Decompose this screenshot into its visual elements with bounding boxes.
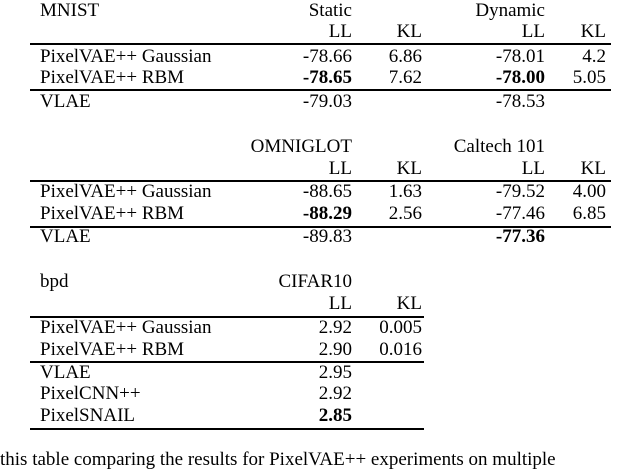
- cell-caltech-ll: -77.36: [495, 226, 545, 247]
- cell-dynamic-kl: 4.2: [582, 46, 606, 67]
- row-label: VLAE: [40, 91, 91, 112]
- row-label: PixelSNAIL: [40, 405, 135, 426]
- cell-omniglot-ll: -89.83: [302, 226, 352, 247]
- cell-dynamic-ll: -78.00: [495, 67, 545, 88]
- row-label: PixelVAE++ RBM: [40, 67, 185, 88]
- cell-cifar-ll: 2.85: [318, 405, 352, 426]
- col-header-kl: KL: [396, 21, 422, 42]
- dataset-label-mnist: MNIST: [40, 0, 100, 21]
- cell-cifar-ll: 2.92: [318, 383, 352, 404]
- group-header-omniglot: OMNIGLOT: [250, 136, 352, 157]
- group-header-caltech: Caltech 101: [453, 136, 545, 157]
- cell-omniglot-kl: 2.56: [388, 203, 422, 224]
- cell-static-kl: 7.62: [388, 67, 422, 88]
- row-label: PixelCNN++: [40, 383, 141, 404]
- table-rule: [30, 428, 424, 430]
- cell-caltech-kl: 6.85: [572, 203, 606, 224]
- group-header-dynamic: Dynamic: [475, 0, 545, 21]
- col-header-ll: LL: [328, 158, 352, 179]
- cell-dynamic-ll: -78.01: [495, 46, 545, 67]
- cell-static-ll: -78.66: [302, 46, 352, 67]
- col-header-kl: KL: [580, 21, 606, 42]
- row-label: VLAE: [40, 362, 91, 383]
- caption-text: this table comparing the results for PixelVAE++ experiments on multiple: [0, 449, 556, 470]
- group-header-cifar10: CIFAR10: [278, 271, 352, 292]
- cell-omniglot-ll: -88.29: [302, 203, 352, 224]
- row-label: PixelVAE++ Gaussian: [40, 46, 212, 67]
- cell-static-ll: -78.65: [302, 67, 352, 88]
- cell-omniglot-ll: -88.65: [302, 181, 352, 202]
- cell-cifar-ll: 2.95: [318, 362, 352, 383]
- row-label: VLAE: [40, 226, 91, 247]
- col-header-ll: LL: [328, 293, 352, 314]
- col-header-ll: LL: [521, 21, 545, 42]
- row-label: PixelVAE++ RBM: [40, 203, 185, 224]
- col-header-ll: LL: [328, 21, 352, 42]
- cell-static-kl: 6.86: [388, 46, 422, 67]
- row-label: PixelVAE++ Gaussian: [40, 317, 212, 338]
- group-header-static: Static: [308, 0, 352, 21]
- cell-caltech-ll: -79.52: [495, 181, 545, 202]
- cell-cifar-kl: 0.005: [379, 317, 422, 338]
- cell-cifar-ll: 2.92: [318, 317, 352, 338]
- row-label: PixelVAE++ RBM: [40, 339, 185, 360]
- cell-static-ll: -79.03: [302, 91, 352, 112]
- table-rule: [30, 43, 611, 45]
- col-header-kl: KL: [580, 158, 606, 179]
- cell-cifar-ll: 2.90: [318, 339, 352, 360]
- cell-caltech-ll: -77.46: [495, 203, 545, 224]
- metric-label-bpd: bpd: [40, 271, 69, 292]
- cell-dynamic-ll: -78.53: [495, 91, 545, 112]
- col-header-kl: KL: [396, 293, 422, 314]
- col-header-ll: LL: [521, 158, 545, 179]
- row-label: PixelVAE++ Gaussian: [40, 181, 212, 202]
- cell-dynamic-kl: 5.05: [572, 67, 606, 88]
- cell-cifar-kl: 0.016: [379, 339, 422, 360]
- col-header-kl: KL: [396, 158, 422, 179]
- cell-caltech-kl: 4.00: [572, 181, 606, 202]
- cell-omniglot-kl: 1.63: [388, 181, 422, 202]
